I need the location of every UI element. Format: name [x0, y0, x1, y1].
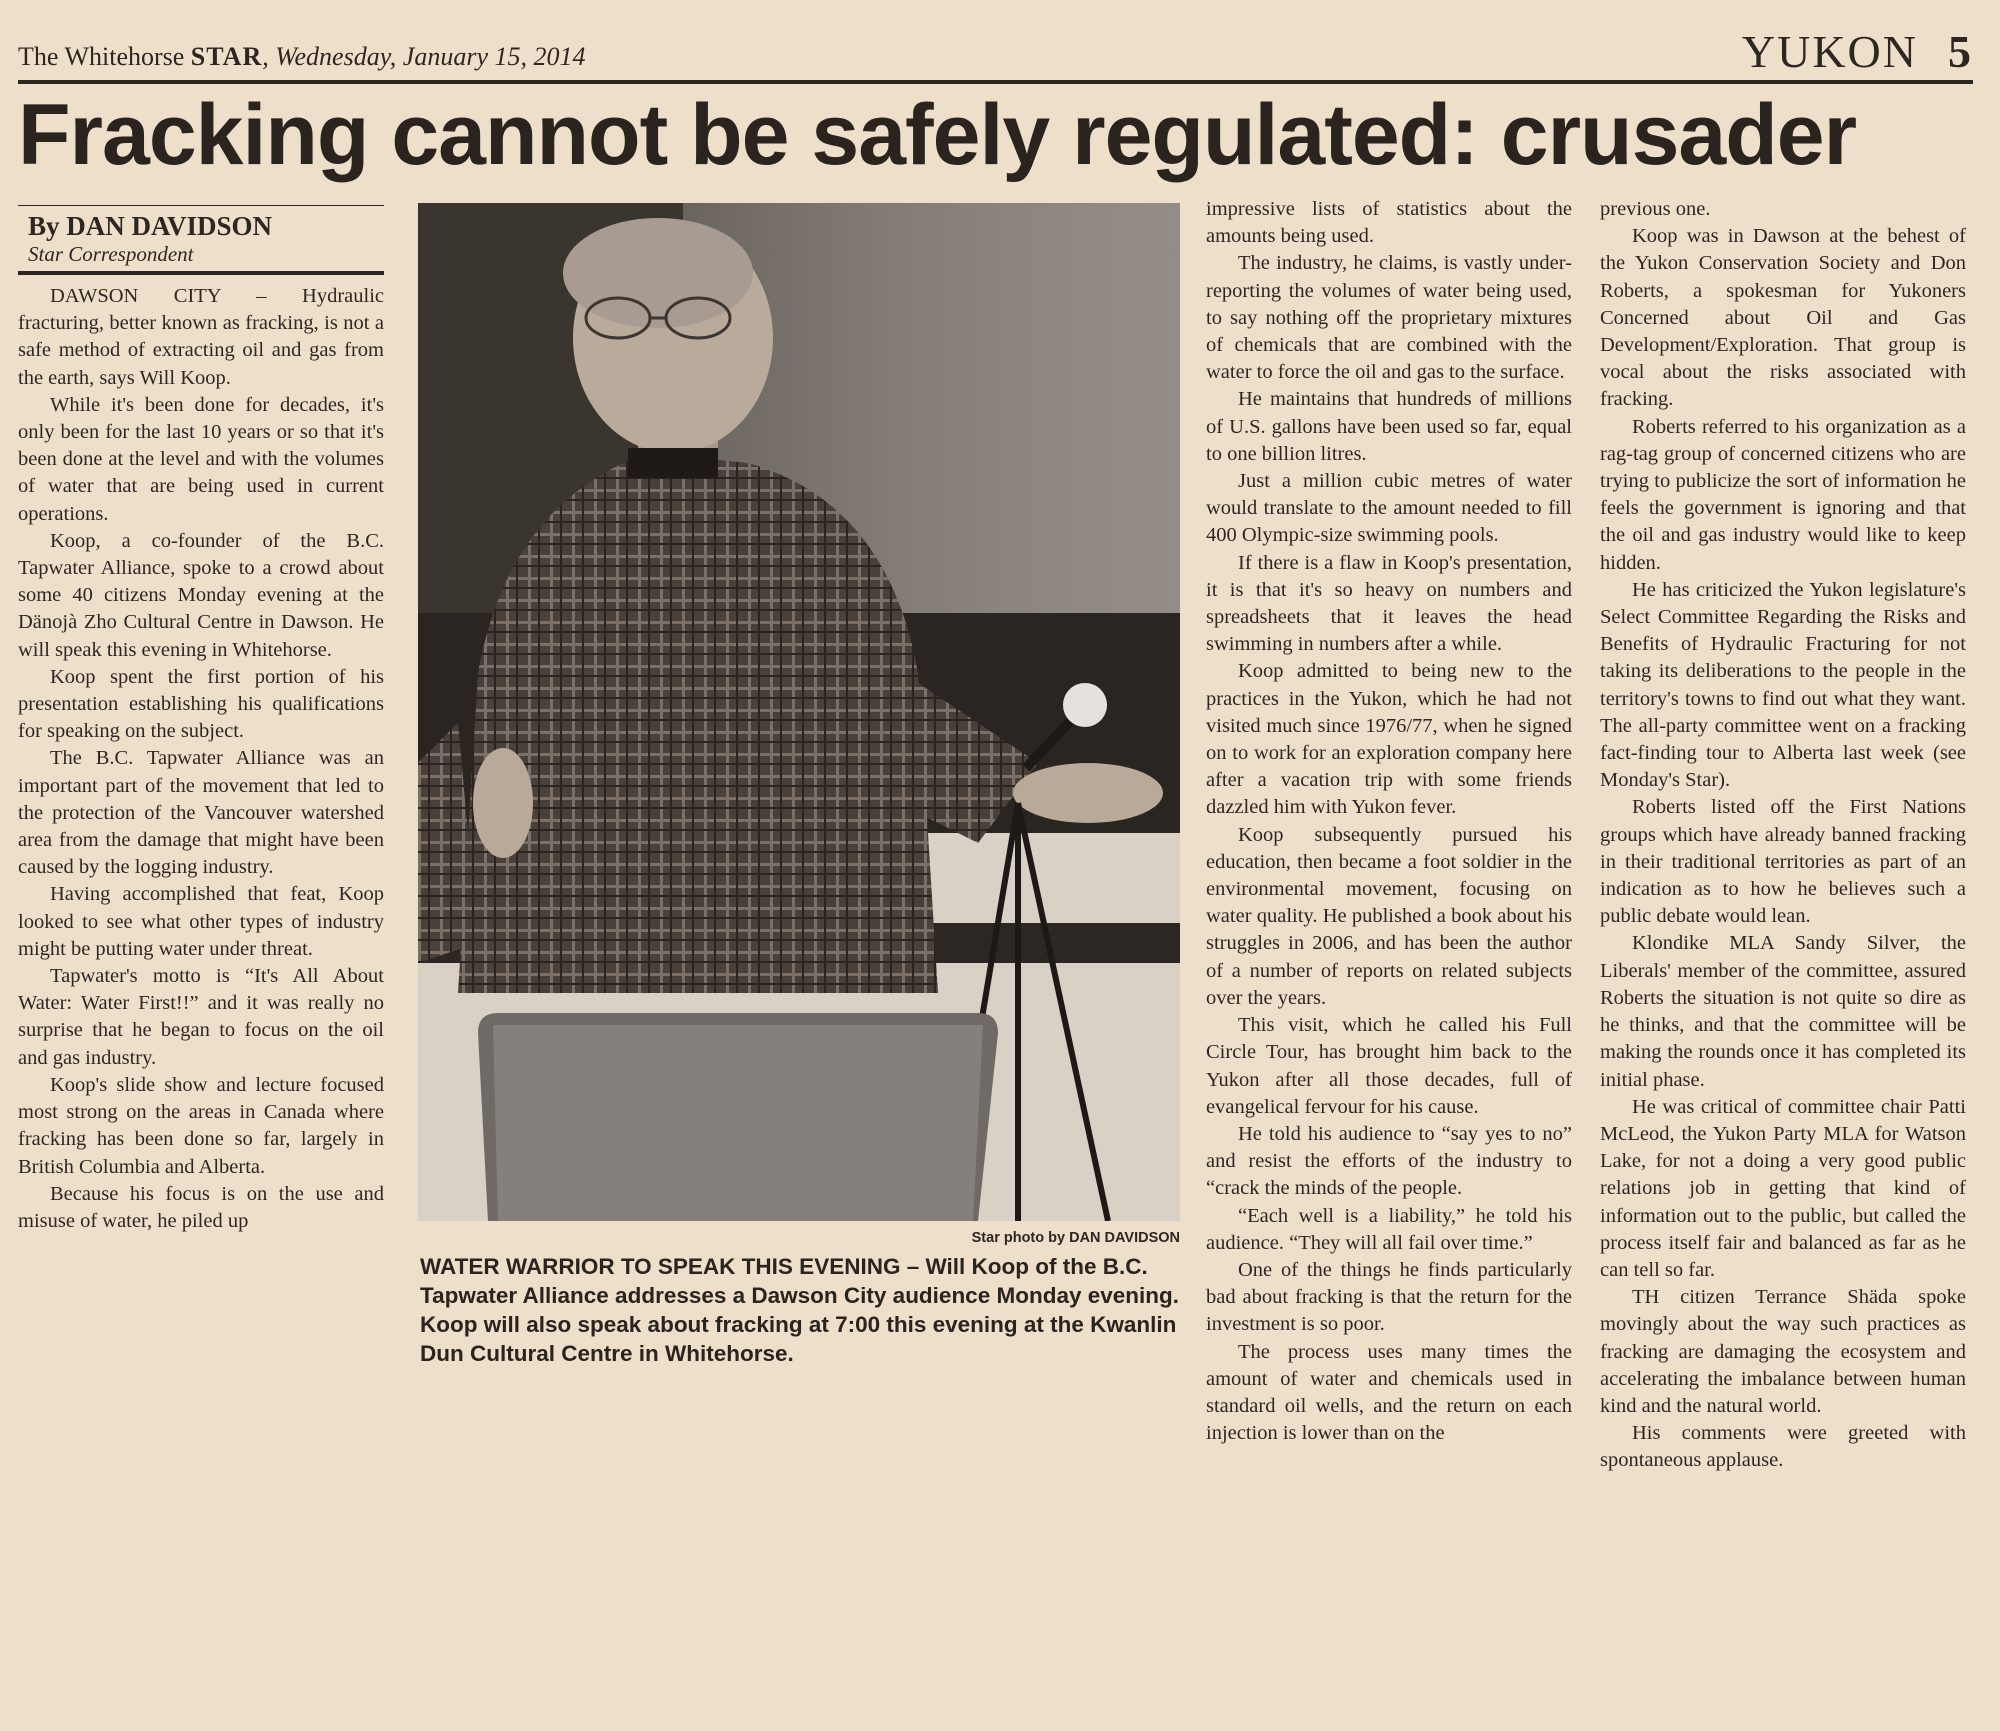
paragraph: Koop admitted to being new to the practices in the Yukon, which he had not visited much since 1976/77, when he signed on to work for an exploration company here after a vacation trip with some friends dazzled him with Yukon fever.: [1206, 660, 1572, 819]
paragraph: One of the things he finds particularly bad about fracking is that the return for the investment is so poor.: [1206, 1258, 1572, 1336]
paragraph: Because his focus is on the use and misuse of water, he piled up: [18, 1182, 384, 1232]
paragraph: Koop's slide show and lecture focused most strong on the areas in Canada where fracking has been done so far, largely in British Columbia and Alberta.: [18, 1073, 384, 1178]
paragraph: The process uses many times the amount of water and chemicals used in standard oil wells, and the return on each injection is lower than on the: [1206, 1340, 1572, 1445]
section-name: YUKON: [1741, 26, 1918, 77]
masthead: [18, 26, 1973, 78]
photo-caption: WATER WARRIOR TO SPEAK THIS EVENING – Will Koop of the B.C. Tapwater Alliance addresses a Dawson City audience Monday evening. Koop will also speak about fracking at 7:00 this evening at the Kwanlin Dun Cultural Centre in Whitehorse.: [420, 1254, 1179, 1366]
paragraph: Klondike MLA Sandy Silver, the Liberals' member of the committee, assured Roberts the situation is not quite so dire as he thinks, and that the committee will be making the rounds once it has completed its initial phase.: [1600, 932, 1966, 1091]
paragraph: His comments were greeted with spontaneous applause.: [1600, 1422, 1966, 1472]
paragraph: impressive lists of statistics about the amounts being used.: [1206, 198, 1572, 248]
masthead-dateline: [18, 42, 586, 72]
paragraph: previous one.: [1600, 198, 1711, 220]
paragraph: Koop, a co-founder of the B.C. Tapwater Alliance, spoke to a crowd about some 40 citizens Monday evening at the Dänojà Zho Cultural Centre in Dawson. He will speak this evening in Whitehorse.: [18, 529, 384, 661]
paragraph: This visit, which he called his Full Circle Tour, has brought him back to the Yukon after all those decades, full of evangelical fervour for his cause.: [1206, 1014, 1572, 1118]
paragraph: Just a million cubic metres of water would translate to the amount needed to fill 400 Olympic-size swimming pools.: [1206, 470, 1572, 547]
paragraph: The industry, he claims, is vastly under-reporting the volumes of water being used, to say nothing off the proprietary mixtures of chemicals that are combined with the water to force the oil and gas to the surface.: [1206, 252, 1572, 384]
paragraph: Roberts listed off the First Nations groups which have already banned fracking in their traditional territories as part of an indication as to how he believes such a public debate would lean.: [1600, 796, 1966, 928]
paragraph: He has criticized the Yukon legislature's Select Committee Regarding the Risks and Benefits of Hydraulic Fracturing for not taking its deliberations to the people in the territory's towns to find out what they want. The all-party committee went on a fracking fact-finding tour to Alberta last week (see Monday's Star).: [1600, 578, 1966, 792]
paragraph: Koop was in Dawson at the behest of the Yukon Conservation Society and Don Roberts, a spokesman for Yukoners Concerned about Oil and Gas Development/Exploration. That group is vocal about the risks associated with fracking.: [1600, 225, 1966, 411]
paragraph: He was critical of committee chair Patti McLeod, the Yukon Party MLA for Watson Lake, for not a doing a very good public relations job in getting that kind of information out to the public, but called the process itself fair and balanced as far as he can tell so far.: [1600, 1095, 1966, 1281]
byline: [18, 205, 384, 275]
paragraph: He maintains that hundreds of millions of U.S. gallons have been used so far, equal to one billion litres.: [1206, 388, 1572, 465]
article-column-1: [18, 205, 384, 1235]
page-number: 5: [1948, 26, 1973, 77]
paragraph: Roberts referred to his organization as a rag-tag group of concerned citizens who are trying to publicize the sort of information he feels the government is ignoring and that the oil and gas industry would like to keep hidden.: [1600, 415, 1966, 574]
speaker-photo-illustration: [418, 203, 1180, 1221]
paragraph: If there is a flaw in Koop's presentation, it is that it's so heavy on numbers and spreadsheets that it leaves the head swimming in numbers after a while.: [1206, 551, 1572, 656]
paragraph: Tapwater's motto is “It's All About Water: Water First!!” and it was really no surprise that he began to focus on the oil and gas industry.: [18, 965, 384, 1069]
section-header: [1742, 25, 1973, 78]
byline-role: Star Correspondent: [28, 242, 194, 266]
byline-name: By DAN DAVIDSON: [28, 211, 273, 241]
article-column-3: [1206, 196, 1572, 1447]
article-photo: [418, 203, 1180, 1221]
paragraph: TH citizen Terrance Shäda spoke movingly about the way such practices as fracking are damaging the ecosystem and accelerating the imbalance between human kind and the natural world.: [1600, 1286, 1966, 1417]
photo-credit: Star photo by DAN DAVIDSON: [971, 1230, 1180, 1246]
issue-date: , Wednesday, January 15, 2014: [262, 42, 586, 71]
headline: Fracking cannot be safely regulated: crusader: [18, 87, 1857, 183]
paragraph: Koop spent the first portion of his presentation establishing his qualifications for speaking on the subject.: [18, 665, 384, 743]
paper-name-prefix: The Whitehorse: [18, 42, 185, 71]
paragraph: Having accomplished that feat, Koop looked to see what other types of industry might be putting water under threat.: [18, 883, 384, 960]
paragraph: While it's been done for decades, it's only been for the last 10 years or so that it's been done at the level and with the volumes of water that are being used in current operations.: [18, 393, 384, 525]
paragraph: He told his audience to “say yes to no” and resist the efforts of the industry to “crack the minds of the people.: [1206, 1122, 1572, 1200]
paper-name: STAR: [190, 42, 263, 71]
paragraph: The B.C. Tapwater Alliance was an important part of the movement that led to the protection of the Vancouver watershed area from the damage that might have been caused by the logging industry.: [18, 747, 384, 879]
paragraph: “Each well is a liability,” he told his audience. “They will all fail over time.”: [1206, 1204, 1572, 1254]
article-column-4: [1600, 196, 1966, 1475]
paragraph: Koop subsequently pursued his education, then became a foot soldier in the environmental movement, focusing on water quality. He published a book about his struggles in 2006, and has been the author of a number of reports on related subjects over the years.: [1206, 823, 1572, 1009]
paragraph: DAWSON CITY – Hydraulic fracturing, better known as fracking, is not a safe method of extracting oil and gas from the earth, says Will Koop.: [18, 285, 384, 389]
